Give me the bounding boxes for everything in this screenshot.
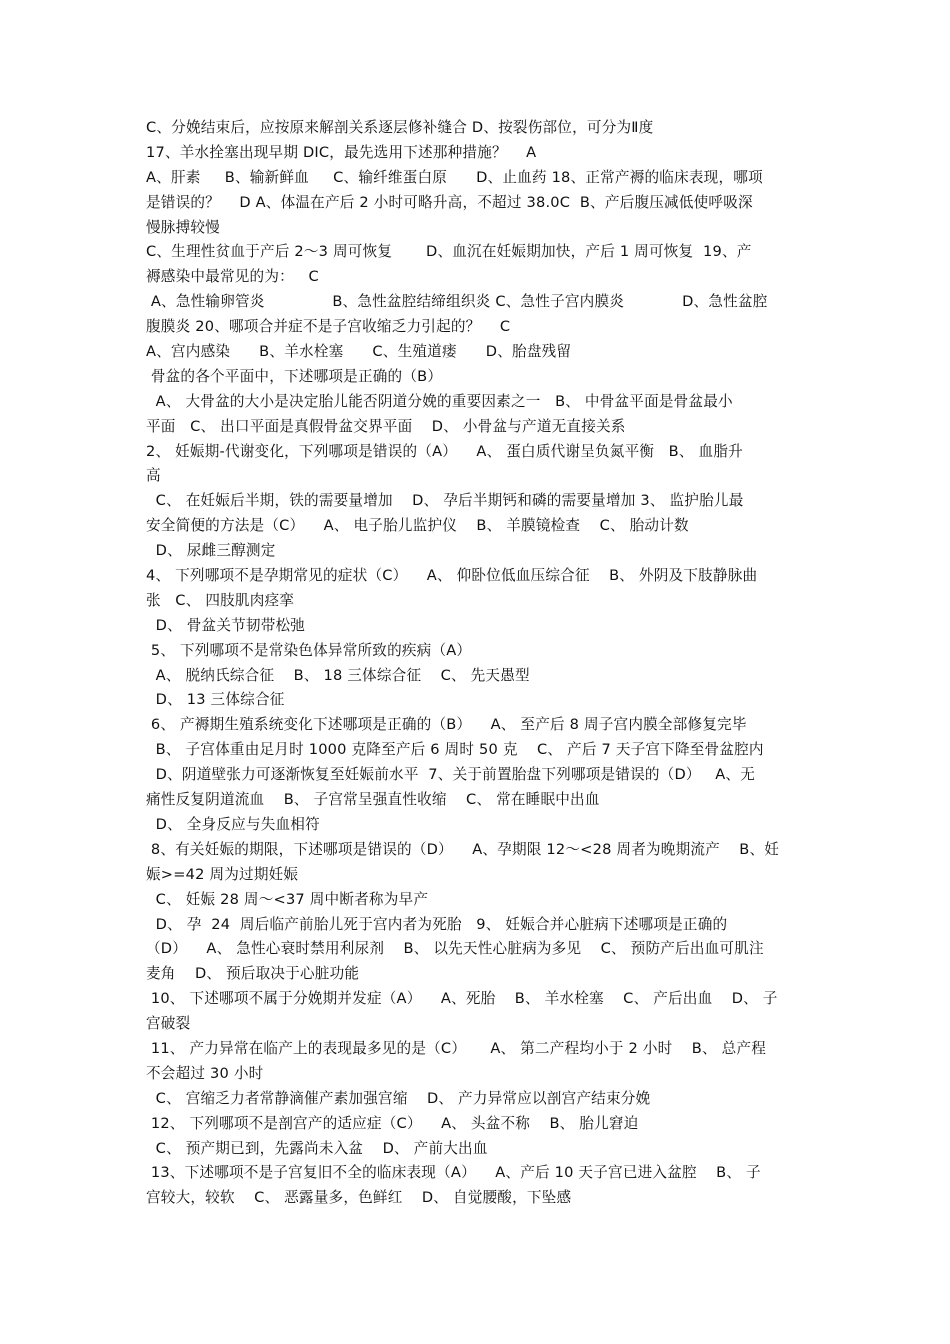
text-line: 不会超过 30 小时 <box>146 1064 264 1082</box>
text-line: C、 在妊娠后半期，铁的需要量增加 D、 孕后半期钙和磷的需要量增加 3、 监护胎儿最 <box>146 492 744 510</box>
text-line: A、急性输卵管炎 B、急性盆腔结缔组织炎 C、急性子宫内膜炎 D、急性盆腔 <box>146 293 768 311</box>
text-line: A、肝素 B、输新鲜血 C、输纤维蛋白原 D、止血药 18、正常产褥的临床表现，哪项 <box>146 168 763 186</box>
text-line: 高 <box>146 467 161 485</box>
text-line: C、 妊娠 28 周～<37 周中断者称为早产 <box>146 890 429 908</box>
text-line: D、 全身反应与失血相符 <box>146 815 320 833</box>
text-line: D、 骨盆关节韧带松弛 <box>146 616 306 634</box>
text-line: 张 C、 四肢肌肉痉挛 <box>146 591 295 609</box>
text-line: D、阴道壁张力可逐渐恢复至妊娠前水平 7、关于前置胎盘下列哪项是错误的（D） A、无 <box>146 766 755 784</box>
text-line: A、 脱纳氏综合征 B、 18 三体综合征 C、 先天愚型 <box>146 666 530 684</box>
text-line: 8、有关妊娠的期限，下述哪项是错误的（D） A、孕期限 12～<28 周者为晚期流产 B、妊 <box>146 840 780 858</box>
text-line: D、 13 三体综合征 <box>146 691 285 709</box>
text-line: 宫破裂 <box>146 1015 191 1033</box>
text-line: C、分娩结束后，应按原来解剖关系逐层修补缝合 D、按裂伤部位，可分为Ⅱ度 <box>146 119 654 136</box>
text-line: C、 宫缩乏力者常静滴催产素加强宫缩 D、 产力异常应以剖宫产结束分娩 <box>146 1089 651 1107</box>
text-line: D、 尿雌三醇测定 <box>146 542 276 560</box>
text-line: A、 大骨盆的大小是决定胎儿能否阴道分娩的重要因素之一 B、 中骨盆平面是骨盆最小 <box>146 392 733 410</box>
text-line: A、宫内感染 B、羊水栓塞 C、生殖道瘘 D、胎盘残留 <box>146 343 572 361</box>
text-line: B、 子宫体重由足月时 1000 克降至产后 6 周时 50 克 C、 产后 7 天子宫下降至骨盆腔内 <box>146 741 764 759</box>
text-line: 褥感染中最常见的为： C <box>146 268 319 286</box>
text-line: 12、 下列哪项不是剖宫产的适应症（C） A、 头盆不称 B、 胎儿窘迫 <box>146 1114 639 1132</box>
text-line: 5、 下列哪项不是常染色体异常所致的疾病（A） <box>146 641 472 659</box>
text-line: 麦角 D、 预后取决于心脏功能 <box>146 965 360 983</box>
document-body <box>146 116 810 1211</box>
text-line: C、生理性贫血于产后 2～3 周可恢复 D、血沉在妊娠期加快，产后 1 周可恢复 19、产 <box>146 243 752 261</box>
text-line: 11、 产力异常在临产上的表现最多见的是（C） A、 第二产程均小于 2 小时 B、 总产程 <box>146 1039 767 1057</box>
text-line: 是错误的？ D A、体温在产后 2 小时可略升高，不超过 38.0C B、产后腹压减低使呼吸深 <box>146 193 753 211</box>
text-line: 腹膜炎 20、哪项合并症不是子宫收缩乏力引起的？ C <box>146 318 511 336</box>
text-line: 慢脉搏较慢 <box>146 218 220 236</box>
text-line: （D） A、 急性心衰时禁用利尿剂 B、 以先天性心脏病为多见 C、 预防产后出血可肌注 <box>146 940 764 958</box>
text-line: 娠>=42 周为过期妊娠 <box>146 865 299 883</box>
text-line: 6、 产褥期生殖系统变化下述哪项是正确的（B） A、 至产后 8 周子宫内膜全部修复完毕 <box>146 716 747 734</box>
text-line: 17、羊水拴塞出现早期 DIC，最先选用下述那种措施？ A <box>146 143 537 161</box>
text-line: 骨盆的各个平面中，下述哪项是正确的（B） <box>146 367 443 385</box>
text-line: 平面 C、 出口平面是真假骨盆交界平面 D、 小骨盆与产道无直接关系 <box>146 417 626 435</box>
text-line: 4、 下列哪项不是孕期常见的症状（C） A、 仰卧位低血压综合征 B、 外阴及下肢静脉曲 <box>146 567 758 585</box>
text-line: 宫较大，较软 C、 恶露量多，色鲜红 D、 自觉腰酸，下坠感 <box>146 1189 572 1207</box>
text-line: 13、下述哪项不是子宫复旧不全的临床表现（A） A、产后 10 天子宫已进入盆腔 B、 子 <box>146 1164 761 1182</box>
text-line: 2、 妊娠期-代谢变化，下列哪项是错误的（A） A、 蛋白质代谢呈负氮平衡 B、 血脂升 <box>146 442 743 460</box>
text-line: D、 孕 24 周后临产前胎儿死于宫内者为死胎 9、 妊娠合并心脏病下述哪项是正确的 <box>146 915 728 933</box>
text-line: 痛性反复阴道流血 B、 子宫常呈强直性收缩 C、 常在睡眠中出血 <box>146 791 600 809</box>
text-line: 10、 下述哪项不属于分娩期并发症（A） A、死胎 B、 羊水栓塞 C、 产后出血 D、 子 <box>146 990 778 1008</box>
text-line: 安全简便的方法是（C） A、 电子胎儿监护仪 B、 羊膜镜检查 C、 胎动计数 <box>146 517 689 535</box>
text-line: C、 预产期已到，先露尚未入盆 D、 产前大出血 <box>146 1139 488 1157</box>
